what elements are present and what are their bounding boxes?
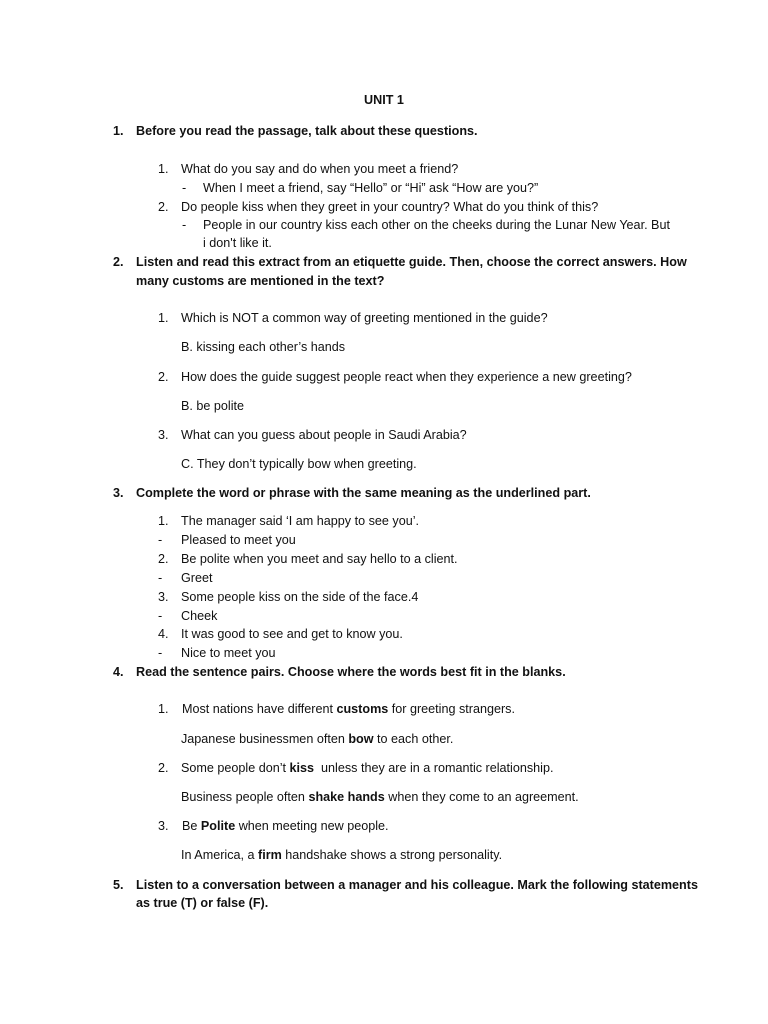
q4-sentence-text: unless they are in a romantic relationship. [314,761,554,775]
q4-answer-word: bow [348,732,374,746]
q1-item-number: 1. [158,162,169,176]
q4-sentence-text: Business people often [181,790,309,804]
q3-answer-dash: - [158,646,163,660]
q3-answer-text: Pleased to meet you [181,533,296,547]
q1-answer-dash: - [182,218,187,232]
q4-sentence-text: when meeting new people. [235,819,389,833]
q4-answer-word: shake hands [308,790,385,804]
q3-number: 3. [113,486,124,500]
q4-sentence [181,731,453,747]
q4-sentence [182,701,515,717]
q4-sentence-text: Be [182,819,201,833]
q4-sentence-text: for greeting strangers. [388,702,515,716]
q3-item-number: 2. [158,552,169,566]
q1-answer-continuation: i don't like it. [203,236,272,250]
q1-answer-text: When I meet a friend, say “Hello” or “Hi” ask “How are you?” [203,181,539,195]
q1-item-number: 2. [158,200,169,214]
q2-item-question: What can you guess about people in Saudi Arabia? [181,428,467,442]
q2-item-question: Which is NOT a common way of greeting mentioned in the guide? [181,311,548,325]
q3-heading: Complete the word or phrase with the same meaning as the underlined part. [136,486,591,500]
q4-answer-word: kiss [289,761,315,775]
q2-item-number: 1. [158,311,169,325]
q3-item-text: Be polite when you meet and say hello to a client. [181,552,458,566]
q3-answer-dash: - [158,533,163,547]
q2-item-answer: B. kissing each other’s hands [181,340,346,354]
q4-item-number: 2. [158,761,169,775]
q4-sentence [182,818,389,834]
q4-sentence [181,847,502,863]
q3-item-number: 1. [158,514,169,528]
q2-heading-line2: many customs are mentioned in the text? [136,274,385,288]
q4-sentence-text: Japanese businessmen often [181,732,349,746]
q5-heading-line1: Listen to a conversation between a manager and his colleague. Mark the following statements [136,878,698,892]
q1-answer-dash: - [182,181,187,195]
q3-answer-text: Nice to meet you [181,646,276,660]
q1-item-text: What do you say and do when you meet a friend? [181,162,459,176]
q3-item-text: It was good to see and get to know you. [181,627,403,641]
q3-answer-text: Cheek [181,609,218,623]
q3-answer-dash: - [158,571,163,585]
q1-item-text: Do people kiss when they greet in your country? What do you think of this? [181,200,599,214]
q1-heading: Before you read the passage, talk about these questions. [136,124,478,138]
q4-sentence-text: when they come to an agreement. [384,790,579,804]
q2-heading-line1: Listen and read this extract from an etiquette guide. Then, choose the correct answers. How [136,255,687,269]
q3-item-text: Some people kiss on the side of the face.4 [181,590,419,604]
q1-number: 1. [113,124,124,138]
q4-number: 4. [113,665,124,679]
q3-answer-dash: - [158,609,163,623]
q4-sentence-text: In America, a [181,848,258,862]
q3-item-number: 4. [158,627,169,641]
q4-sentence-text: Most nations have different [182,702,337,716]
q2-number: 2. [113,255,124,269]
q4-sentence-text: Some people don’t [181,761,290,775]
q1-answer-text: People in our country kiss each other on the cheeks during the Lunar New Year. But [203,218,670,232]
q4-sentence-text: to each other. [373,732,454,746]
q4-heading: Read the sentence pairs. Choose where the words best fit in the blanks. [136,665,566,679]
q3-answer-text: Greet [181,571,213,585]
q4-sentence-text: handshake shows a strong personality. [281,848,503,862]
q4-item-number: 3. [158,819,169,833]
q4-item-number: 1. [158,702,169,716]
q2-item-number: 2. [158,370,169,384]
q2-item-answer: C. They don’t typically bow when greeting. [181,457,417,471]
q3-item-number: 3. [158,590,169,604]
q4-sentence [181,760,553,776]
q5-number: 5. [113,878,124,892]
q2-item-answer: B. be polite [181,399,245,413]
q4-answer-word: customs [336,702,389,716]
q4-sentence [181,789,579,805]
q4-answer-word: Polite [200,819,236,833]
page-title: UNIT 1 [364,93,404,107]
q2-item-question: How does the guide suggest people react when they experience a new greeting? [181,370,632,384]
q5-heading-line2: as true (T) or false (F). [136,896,269,910]
q2-item-number: 3. [158,428,169,442]
q3-item-text: The manager said ‘I am happy to see you’. [181,514,420,528]
q4-answer-word: firm [258,848,282,862]
